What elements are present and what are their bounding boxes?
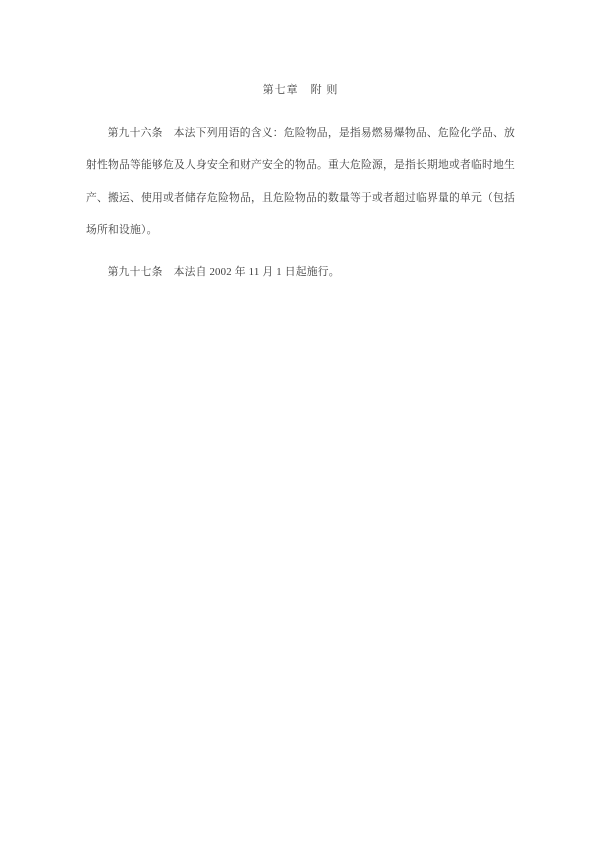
paragraph-article-97: 第九十七条 本法自 2002 年 11 月 1 日起施行。: [107, 265, 340, 278]
paragraph-article-96: 第九十六条 本法下列用语的含义：危险物品，是指易燃易爆物品、危险化学品、放射性物品等能够危及人身安全和财产安全的物品。重大危险源，是指长期地或者临时地生产、搬运、使用或者储存危险物品，且危险物品的数量等于或者超过临界量的单元（包括场所和设施）。: [86, 126, 515, 236]
document-content: [0, 0, 600, 288]
chapter-title: 第七章 附 则: [262, 84, 339, 96]
